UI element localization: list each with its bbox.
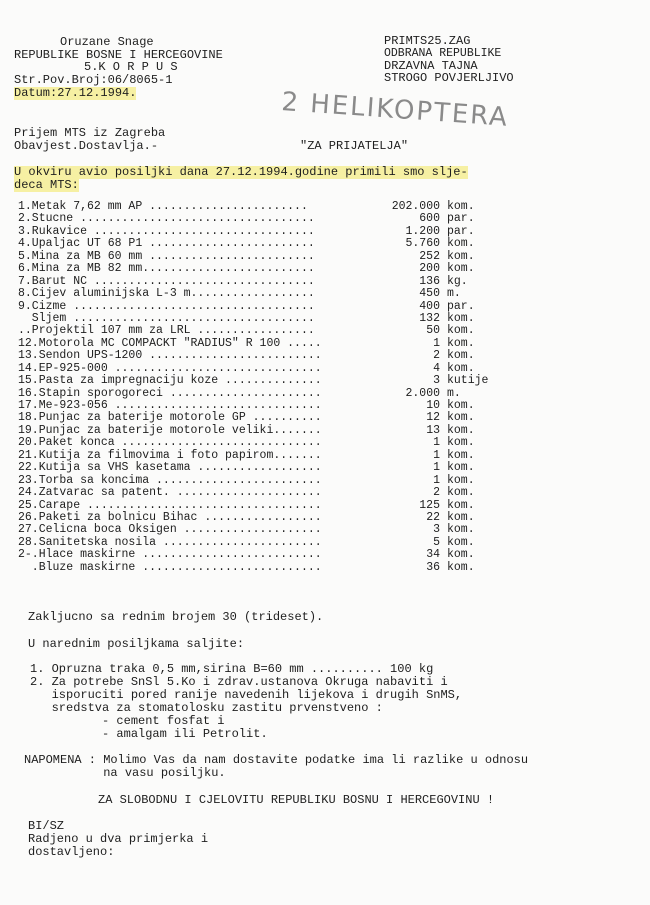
item-unit: kom. <box>447 423 475 437</box>
item-qty: 125 <box>419 498 440 512</box>
item-unit: kom. <box>447 535 475 549</box>
note-line1: NAPOMENA : Molimo Vas da nam dostavite podatke ima li razlike u odnosu <box>24 753 529 767</box>
item-unit: kom. <box>447 336 475 350</box>
item-qty: 3 <box>433 374 440 388</box>
item-unit: kom. <box>447 523 475 537</box>
item-qty: 202.000 <box>391 200 440 213</box>
item-qty: 36 <box>426 560 440 574</box>
item-unit: kom. <box>447 436 475 450</box>
item-desc: 7.Barut NC ................................ <box>18 274 315 288</box>
item-unit: kom. <box>447 361 475 375</box>
list-item <box>18 462 488 474</box>
header-right-secret: DRZAVNA TAJNA <box>384 59 478 73</box>
list-item <box>18 325 488 337</box>
item-qty: 34 <box>426 548 440 562</box>
reference-number: Str.Pov.Broj:06/8065-1 <box>14 73 173 87</box>
header-corps: 5.K O R P U S <box>84 60 178 74</box>
next-item-2-line2: isporuciti pored ranije navedenih lijekova i drugih SnMS, <box>30 688 463 702</box>
item-unit: kom. <box>447 324 475 338</box>
item-unit: kom. <box>447 560 475 574</box>
intro-line1: U okviru avio posiljki dana 27.12.1994.godine primili smo slje- <box>14 165 468 179</box>
note-line2: na vasu posiljku. <box>24 766 226 780</box>
intro-line2: deca MTS: <box>14 178 79 192</box>
item-qty: 2 <box>433 349 440 363</box>
item-desc: 17.Me-923-056 .............................. <box>18 399 322 412</box>
header-right-confidential: STROGO POVJERLJIVO <box>384 71 514 85</box>
list-item <box>18 213 488 225</box>
item-qty: 400 <box>419 299 440 313</box>
item-desc: 6.Mina za MB 82 mm......................... <box>18 262 315 276</box>
item-qty: 1 <box>433 448 440 462</box>
item-unit: kom. <box>447 311 475 325</box>
item-desc: 13.Sendon UPS-1200 ......................... <box>18 349 322 363</box>
item-qty: 136 <box>419 274 440 288</box>
item-qty: 22 <box>426 510 440 524</box>
item-desc: 20.Paket konca ............................. <box>18 436 322 450</box>
item-desc: 28.Sanitetska nosila ....................... <box>18 535 322 549</box>
item-unit: kom. <box>447 349 475 363</box>
list-item <box>18 375 488 387</box>
item-qty: 10 <box>426 399 440 412</box>
item-desc: 9.Cizme ................................... <box>18 299 315 313</box>
item-unit: kom. <box>447 461 475 475</box>
item-desc: 4.Upaljac UT 68 P1 ........................ <box>18 237 315 251</box>
next-header: U narednim posiljkama saljite: <box>28 637 245 651</box>
list-item <box>18 437 488 449</box>
item-unit: kom. <box>447 237 475 251</box>
item-qty: 132 <box>419 311 440 325</box>
item-desc: 2.Stucne .................................. <box>18 212 315 226</box>
next-item-2-line1: 2. Za potrebe SnSl 5.Ko i zdrav.ustanova Okruga nabaviti i <box>30 675 448 689</box>
item-desc: .Bluze maskirne .......................... <box>18 560 322 574</box>
item-unit: kom. <box>447 249 475 263</box>
item-unit: kom. <box>447 473 475 487</box>
item-unit: kutije <box>447 374 489 388</box>
next-item-2-line5: - amalgam ili Petrolit. <box>30 727 268 741</box>
item-desc: 14.EP-925-000 .............................. <box>18 361 322 375</box>
item-desc: 23.Torba sa koncima ........................ <box>18 473 322 487</box>
item-desc: Sljem ................................... <box>18 311 315 325</box>
item-desc: 15.Pasta za impregnaciju koze .............. <box>18 374 322 388</box>
list-item <box>18 549 488 561</box>
item-desc: 12.Motorola MC COMPACKT "RADIUS" R 100 ..... <box>18 336 322 350</box>
item-qty: 5 <box>433 535 440 549</box>
item-unit: kom. <box>447 262 475 276</box>
item-unit: par. <box>447 224 475 238</box>
item-desc: 3.Rukavice ................................ <box>18 224 315 238</box>
item-unit: kom. <box>447 510 475 524</box>
item-qty: 2 <box>433 486 440 500</box>
item-qty: 1 <box>433 461 440 475</box>
header-org: Oruzane Snage <box>60 35 154 49</box>
list-item <box>18 238 488 250</box>
item-desc: 1.Metak 7,62 mm AP ....................... <box>18 200 308 213</box>
item-qty: 50 <box>426 324 440 338</box>
list-item <box>18 524 488 536</box>
item-qty: 1.200 <box>405 224 440 238</box>
item-qty: 4 <box>433 361 440 375</box>
list-item <box>18 562 488 574</box>
item-desc: 5.Mina za MB 60 mm ........................ <box>18 249 315 263</box>
item-unit: par. <box>447 299 475 313</box>
header-right-code: PRIMTS25.ZAG <box>384 34 471 48</box>
item-qty: 600 <box>419 212 440 226</box>
next-item-1: 1. Opruzna traka 0,5 mm,sirina B=60 mm .......... 100 kg <box>30 662 434 676</box>
document-date: Datum:27.12.1994. <box>14 86 137 100</box>
handwritten-note: 2 HELIKOPTERA <box>280 87 510 133</box>
item-qty: 1 <box>433 436 440 450</box>
next-item-2-line4: - cement fosfat i <box>30 714 225 728</box>
footer-initials: BI/SZ <box>28 819 65 833</box>
item-desc: 18.Punjac za baterije motorole GP .......... <box>18 411 322 425</box>
item-unit: kom. <box>447 448 475 462</box>
footer-delivered: dostavljeno: <box>28 845 115 859</box>
item-qty: 5.760 <box>405 237 440 251</box>
recipient: "ZA PRIJATELJA" <box>300 139 409 153</box>
header-right-defense: ODBRANA REPUBLIKE <box>384 47 502 60</box>
item-desc: 16.Stapin sporogoreci ...................... <box>18 386 322 400</box>
item-qty: 12 <box>426 411 440 425</box>
item-desc: 24.Zatvarac sa patent. ..................... <box>18 486 322 500</box>
item-unit: kg. <box>447 274 468 288</box>
item-desc: 19.Punjac za baterije motorole veliki....... <box>18 423 322 437</box>
item-qty: 1 <box>433 473 440 487</box>
item-unit: m. <box>447 287 461 301</box>
item-qty: 2.000 <box>405 386 440 400</box>
list-item <box>18 263 488 275</box>
slogan: ZA SLOBODNU I CJELOVITU REPUBLIKU BOSNU I HERCEGOVINU ! <box>98 793 495 807</box>
list-item <box>18 288 488 300</box>
item-desc: 25.Carape .................................. <box>18 498 322 512</box>
item-desc: 22.Kutija sa VHS kasetama .................. <box>18 461 322 475</box>
item-unit: kom. <box>447 548 475 562</box>
item-desc: ..Projektil 107 mm za LRL ................. <box>18 324 315 338</box>
item-unit: kom. <box>447 399 475 412</box>
item-unit: kom. <box>447 486 475 500</box>
item-desc: 26.Paketi za bolnicu Bihac ................. <box>18 510 322 524</box>
item-qty: 450 <box>419 287 440 301</box>
item-qty: 3 <box>433 523 440 537</box>
item-qty: 1 <box>433 336 440 350</box>
item-unit: m. <box>447 386 461 400</box>
next-item-2-line3: sredstva za stomatolosku zastitu prvenstveno : <box>30 701 383 715</box>
item-unit: par. <box>447 212 475 226</box>
list-item <box>18 350 488 362</box>
subject-line2: Obavjest.Dostavlja.- <box>14 139 159 153</box>
footer-copies: Radjeno u dva primjerka i <box>28 832 209 846</box>
item-unit: kom. <box>447 498 475 512</box>
item-qty: 200 <box>419 262 440 276</box>
header-republic: REPUBLIKE BOSNE I HERCEGOVINE <box>14 48 223 62</box>
item-desc: 27.Celicna boca Oksigen .................... <box>18 523 322 537</box>
item-desc: 2-.Hlace maskirne .......................... <box>18 548 322 562</box>
item-unit: kom. <box>447 200 475 213</box>
item-desc: 8.Cijev aluminijska L-3 m.................. <box>18 287 315 301</box>
item-qty: 13 <box>426 423 440 437</box>
subject-line1: Prijem MTS iz Zagreba <box>14 126 166 140</box>
conclusion: Zakljucno sa rednim brojem 30 (trideset). <box>28 610 324 624</box>
item-qty: 252 <box>419 249 440 263</box>
list-item <box>18 487 488 499</box>
item-desc: 21.Kutija za filmovima i foto papirom....... <box>18 448 322 462</box>
item-unit: kom. <box>447 411 475 425</box>
list-item <box>18 412 488 424</box>
items-list <box>18 201 488 574</box>
